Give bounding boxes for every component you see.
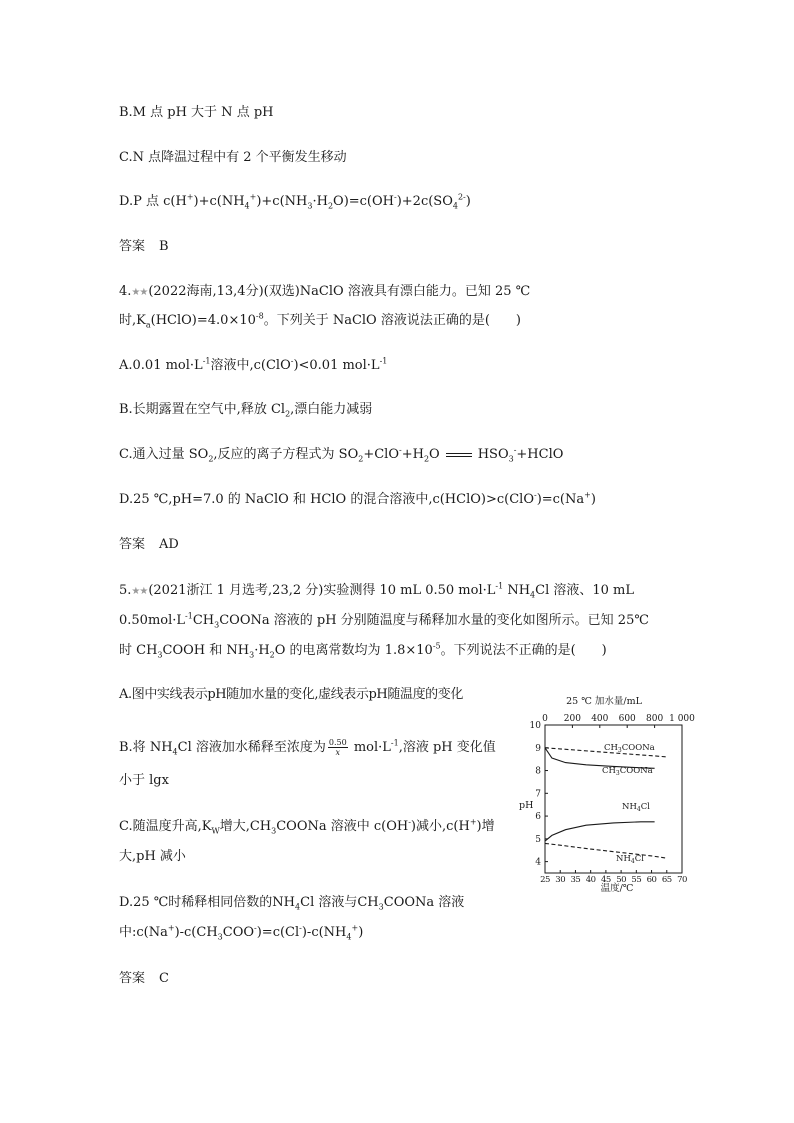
q4-option-a: A.0.01 $mol\cdot L^{-1}$溶液中,c(ClO-)<0.01 $mol\cdot L^{-1}$ (119, 356, 388, 373)
label-ch3coona-solid: $CH_3COONa$ (602, 766, 653, 777)
bottom-tick-label: 30 (555, 875, 566, 885)
y-tick-label: 6 (535, 812, 541, 823)
label-nh4cl-solid: $NH_4Cl$ (622, 802, 650, 813)
question-source: (2022海南,13,4分) (148, 284, 264, 299)
q5-option-d-line1: D.25 ℃时稀释相同倍数的$NH_4Cl$ 溶液与$CH_3COONa$ 溶液 (119, 895, 465, 912)
ph-chart (512, 693, 695, 894)
bottom-tick-label: 50 (616, 875, 627, 885)
y-tick-label: 7 (535, 789, 541, 800)
bottom-tick-label: 55 (631, 875, 642, 885)
question-number: 5. (119, 583, 132, 598)
bottom-tick-label: 60 (646, 875, 657, 885)
q3-option-b: B.M 点 pH 大于 N 点 pH (119, 105, 274, 120)
top-tick-label: 200 (563, 714, 581, 724)
q5-stem-line1: 5.★★(2021浙江 1 月选考,23,2 分)实验测得 10 mL 0.50 $mol\cdot L^{-1}$ $NH_4Cl$ 溶液、10 mL (119, 581, 635, 600)
q4-option-b: B.长期露置在空气中,释放 $Cl_2$,漂白能力减弱 (119, 402, 373, 419)
difficulty-stars-icon: ★★ (131, 586, 148, 597)
y-tick-label: 8 (535, 766, 541, 777)
bottom-tick-label: 45 (600, 875, 611, 885)
q5-stem-line3: 时 $CH_3COOH$ 和 $NH_3\cdot H_2O$ 的电离常数均为 $1.8\times 10^{-5}$。下列说法不正确的是( ) (119, 641, 607, 660)
y-tick-label: 5 (535, 834, 541, 845)
q5-option-c-line1: C.随温度升高$,K_W$增大$,CH_3COONa$ 溶液中 c(OH-)减小,c(H+)增 (119, 817, 495, 836)
bottom-tick-label: 65 (661, 875, 672, 885)
q4-answer: 答案 AD (119, 537, 179, 552)
bottom-tick-label: 40 (585, 875, 596, 885)
q4-stem-line1: 4.★★(2022海南,13,4分)(双选)NaClO 溶液具有漂白能力。已知 25 ℃ (119, 284, 531, 299)
q3-option-d: D.P 点 $c(H^+)+c(NH_4^+)+c(NH_3\cdot H_2O)=c(OH^-)+2c(SO_4^{2-})$ (119, 192, 471, 211)
y-axis-label: pH (519, 800, 534, 811)
top-tick-label: 600 (618, 714, 636, 724)
q3-option-c: C.N 点降温过程中有 2 个平衡发生移动 (119, 150, 347, 165)
q5-stem-line2: $0.50mol\cdot L^{-1}CH_3COONa$ 溶液的 pH 分别随温度与稀释加水量的变化如图所示。已知 25℃ (119, 611, 649, 630)
series-line-dashed-3 (545, 843, 667, 858)
top-tick-label: 400 (591, 714, 609, 724)
question-number: 4. (119, 284, 132, 299)
q3-answer: 答案 B (119, 239, 169, 254)
q5-option-b-line2: 小于 lgx (119, 773, 169, 788)
top-tick-label: 1 000 (669, 714, 695, 724)
series-line-solid-2 (545, 822, 655, 841)
bottom-tick-label: 35 (570, 875, 581, 885)
label-ch3coona-dashed: $CH_3COONa$ (604, 743, 655, 754)
q4-stem-line2: 时$,K_a(HClO)=4.0\times 10^{-8}$。下列关于 NaClO 溶液说法正确的是( ) (119, 311, 521, 330)
q5-option-a: A.图中实线表示pH随加水量的变化,虚线表示pH随温度的变化 (119, 687, 463, 702)
y-tick-label: 10 (529, 721, 541, 731)
q4-option-c: C.通入过量 $SO_2$,反应的离子方程式为 $SO_2+ClO^-+H_2O$ $HSO_3^-+HClO$ (119, 445, 564, 464)
equals-arrow-icon (446, 453, 472, 457)
top-tick-label: 0 (542, 714, 548, 724)
difficulty-stars-icon: ★★ (131, 287, 148, 298)
bottom-tick-label: 25 (540, 875, 550, 885)
q4-option-d: D.25 ℃,pH=7.0 的 NaClO 和 HClO 的混合溶液中,c(HClO)>c(ClO-)=c(Na+) (119, 490, 596, 507)
q5-answer: 答案 C (119, 971, 169, 986)
top-axis-label: 25 ℃ 加水量/mL (566, 696, 642, 707)
q5-option-d-line2: 中$:c(Na^+)-c(CH_3COO^-)=c(Cl^-)-c(NH_4^+)$ (119, 923, 364, 942)
top-tick-label: 800 (646, 714, 664, 724)
label-nh4cl-dashed: $NH_4Cl$ (616, 854, 644, 865)
q5-option-c-line2: 大,pH 减小 (119, 849, 186, 864)
y-tick-label: 9 (535, 743, 541, 754)
bottom-tick-label: 70 (677, 875, 687, 885)
bottom-axis-label: 温度/℃ (600, 883, 634, 894)
y-tick-label: 4 (535, 857, 541, 868)
q5-option-b-line1: B.将 $NH_4Cl$ 溶液加水稀释至浓度为 $\frac{0.50}{x}$ $mol\cdot L^{-1}$,溶液 pH 变化值 (119, 738, 496, 757)
question-source: (2021浙江 1 月选考,23,2 分) (148, 583, 324, 598)
fraction: $\frac{0.50}{x}$ (328, 738, 347, 757)
